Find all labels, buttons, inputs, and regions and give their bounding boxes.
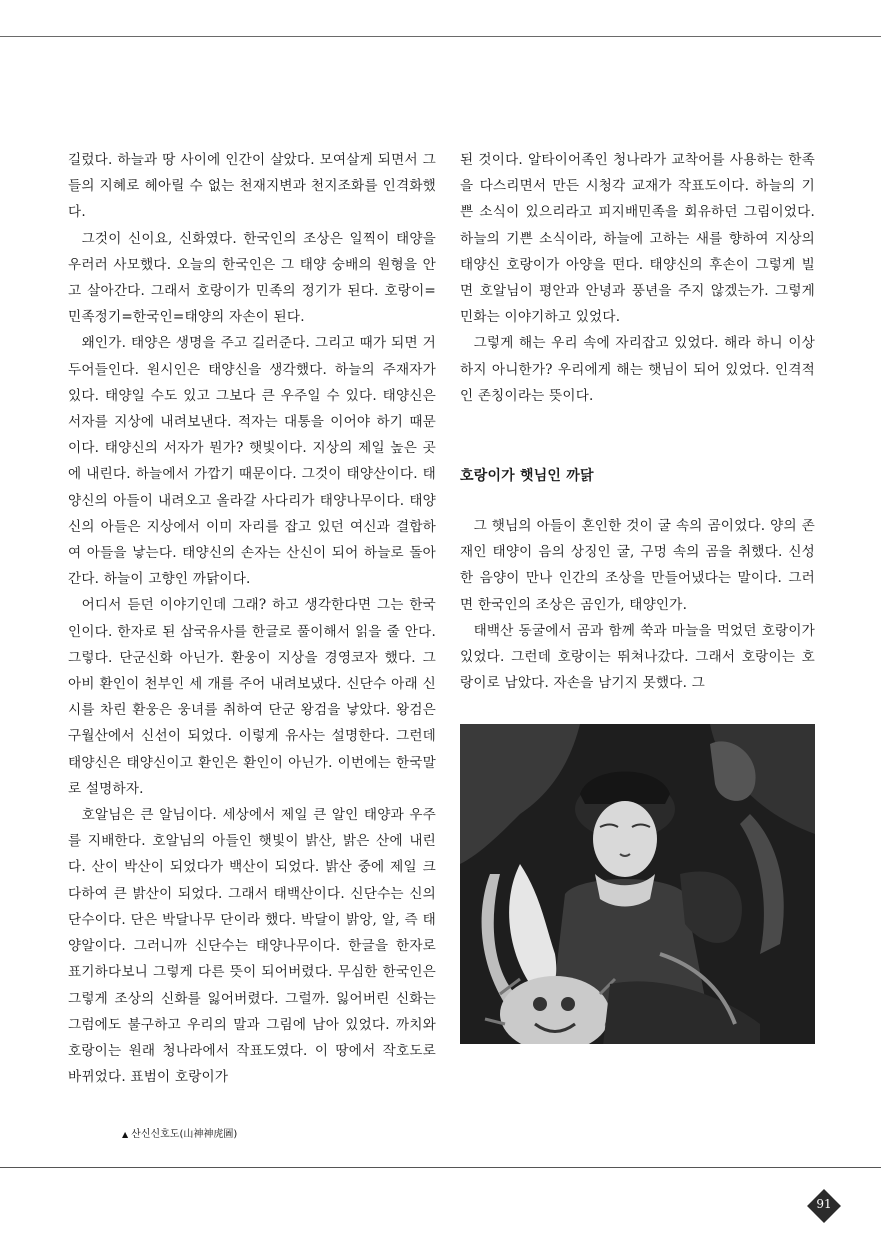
mountain-spirit-painting <box>460 724 815 1072</box>
top-rule <box>0 36 881 37</box>
paragraph: 길렀다. 하늘과 땅 사이에 인간이 살았다. 모여살게 되면서 그들의 지혜로 헤아릴 수 없는 천재지변과 천지조화를 인격화했다. <box>68 152 436 221</box>
paragraph: 된 것이다. 알타이어족인 청나라가 교착어를 사용하는 한족을 다스리면서 만든 시청각 교재가 작표도이다. 하늘의 기쁜 소식이 있으리라고 피지배민족을 회유하던 그림이었다. 하늘의 기쁜 소식이라, 하늘에 고하는 새를 향하여 지상의 태양신 호랑이가 아양을 떤다. 태양신의 후손이 그렇게 빌면 호알님이 평안과 안녕과 풍년을 주지 않겠는가. 그렇게 민화는 이야기하고 있었다. <box>460 152 815 326</box>
left-column <box>68 147 436 1090</box>
page-number-badge <box>806 1188 842 1224</box>
caption-text: 산신신호도(山神神虎圖) <box>131 1129 238 1140</box>
paragraph: 그렇게 해는 우리 속에 자리잡고 있었다. 해라 하니 이상하지 아니한가? 우리에게 해는 햇님이 되어 있었다. 인격적인 존칭이라는 뜻이다. <box>460 335 815 404</box>
paragraph: 호알님은 큰 알님이다. 세상에서 제일 큰 알인 태양과 우주를 지배한다. 호알님의 아들인 햇빛이 밝산, 밝은 산에 내린다. 산이 박산이 되었다가 백산이 되었다. 밝산 중에 제일 크다하여 큰 밝산이 되었다. 그래서 태백산이다. 신단수는 신의 단수이다. 단은 박달나무 단이라 했다. 박달이 밝앙, 알, 즉 태양알이다. 그러니까 신단수는 태양나무이다. 한글을 한자로 표기하다보니 그렇게 다른 뜻이 되어버렸다. 무심한 한국인은 그렇게 조상의 신화를 잃어버렸다. 그럴까. 잃어버린 신화는 그럼에도 불구하고 우리의 말과 그림에 남아 있었다. 까치와 호랑이는 원래 청나라에서 작표도였다. 이 땅에서 작호도로 바뀌었다. 표범이 호랑이가 <box>68 807 436 1086</box>
paragraph: 그 햇님의 아들이 혼인한 것이 굴 속의 곰이었다. 양의 존재인 태양이 음의 상징인 굴, 구멍 속의 곰을 취했다. 신성한 음양이 만나 인간의 조상을 만들어냈다는 말이다. 그러면 한국인의 조상은 곰인가, 태양인가. <box>460 518 815 613</box>
caption-marker: ▲ <box>122 1130 129 1139</box>
paragraph: 왜인가. 태양은 생명을 주고 길러준다. 그리고 때가 되면 거두어들인다. 원시인은 태양신을 생각했다. 하늘의 주재자가 있다. 태양일 수도 있고 그보다 큰 우주일 수 있다. 태양신은 서자를 지상에 내려보낸다. 적자는 대통을 이어야 하기 때문이다. 태양신의 서자가 뭔가? 햇빛이다. 지상의 제일 높은 곳에 내린다. 하늘에서 가깝기 때문이다. 그것이 태양산이다. 태양신의 아들이 내려오고 올라갈 사다리가 태양나무이다. 태양신의 아들은 지상에서 이미 자리를 잡고 있던 여신과 결합하여 아들을 낳는다. 태양신의 손자는 산신이 되어 하늘로 돌아간다. 하늘이 고향인 까닭이다. <box>68 335 436 588</box>
painting-illustration <box>460 724 815 1072</box>
section-heading: 호랑이가 햇님인 까닭 <box>460 468 594 485</box>
bottom-rule <box>0 1167 881 1168</box>
page-number: 91 <box>816 1197 832 1211</box>
paragraph: 어디서 듣던 이야기인데 그래? 하고 생각한다면 그는 한국인이다. 한자로 된 삼국유사를 한글로 풀이해서 읽을 줄 안다. 그렇다. 단군신화 아닌가. 환웅이 지상을 경영코자 했다. 그 아비 환인이 천부인 세 개를 주어 내려보냈다. 신단수 아래 신시를 차린 환웅은 웅녀를 취하여 단군 왕검을 낳았다. 왕검은 구월산에서 신선이 되었다. 이렇게 유사는 설명한다. 그런데 태양신은 태양신이고 환인은 환인이 아닌가. 이번에는 한국말로 설명하자. <box>68 597 436 797</box>
figure-caption <box>122 1128 352 1142</box>
paragraph: 태백산 동굴에서 곰과 함께 쑥과 마늘을 먹었던 호랑이가 있었다. 그런데 호랑이는 뛰쳐나갔다. 그래서 호랑이는 호랑이로 남았다. 자손을 남기지 못했다. 그 <box>460 622 815 692</box>
right-column <box>460 147 815 1072</box>
paragraph: 그것이 신이요, 신화였다. 한국인의 조상은 일찍이 태양을 우러러 사모했다. 오늘의 한국인은 그 태양 숭배의 원형을 안고 살아간다. 그래서 호랑이가 민족의 정기가 된다. 호랑이=민족정기=한국인=태양의 자손이 된다. <box>68 230 436 326</box>
